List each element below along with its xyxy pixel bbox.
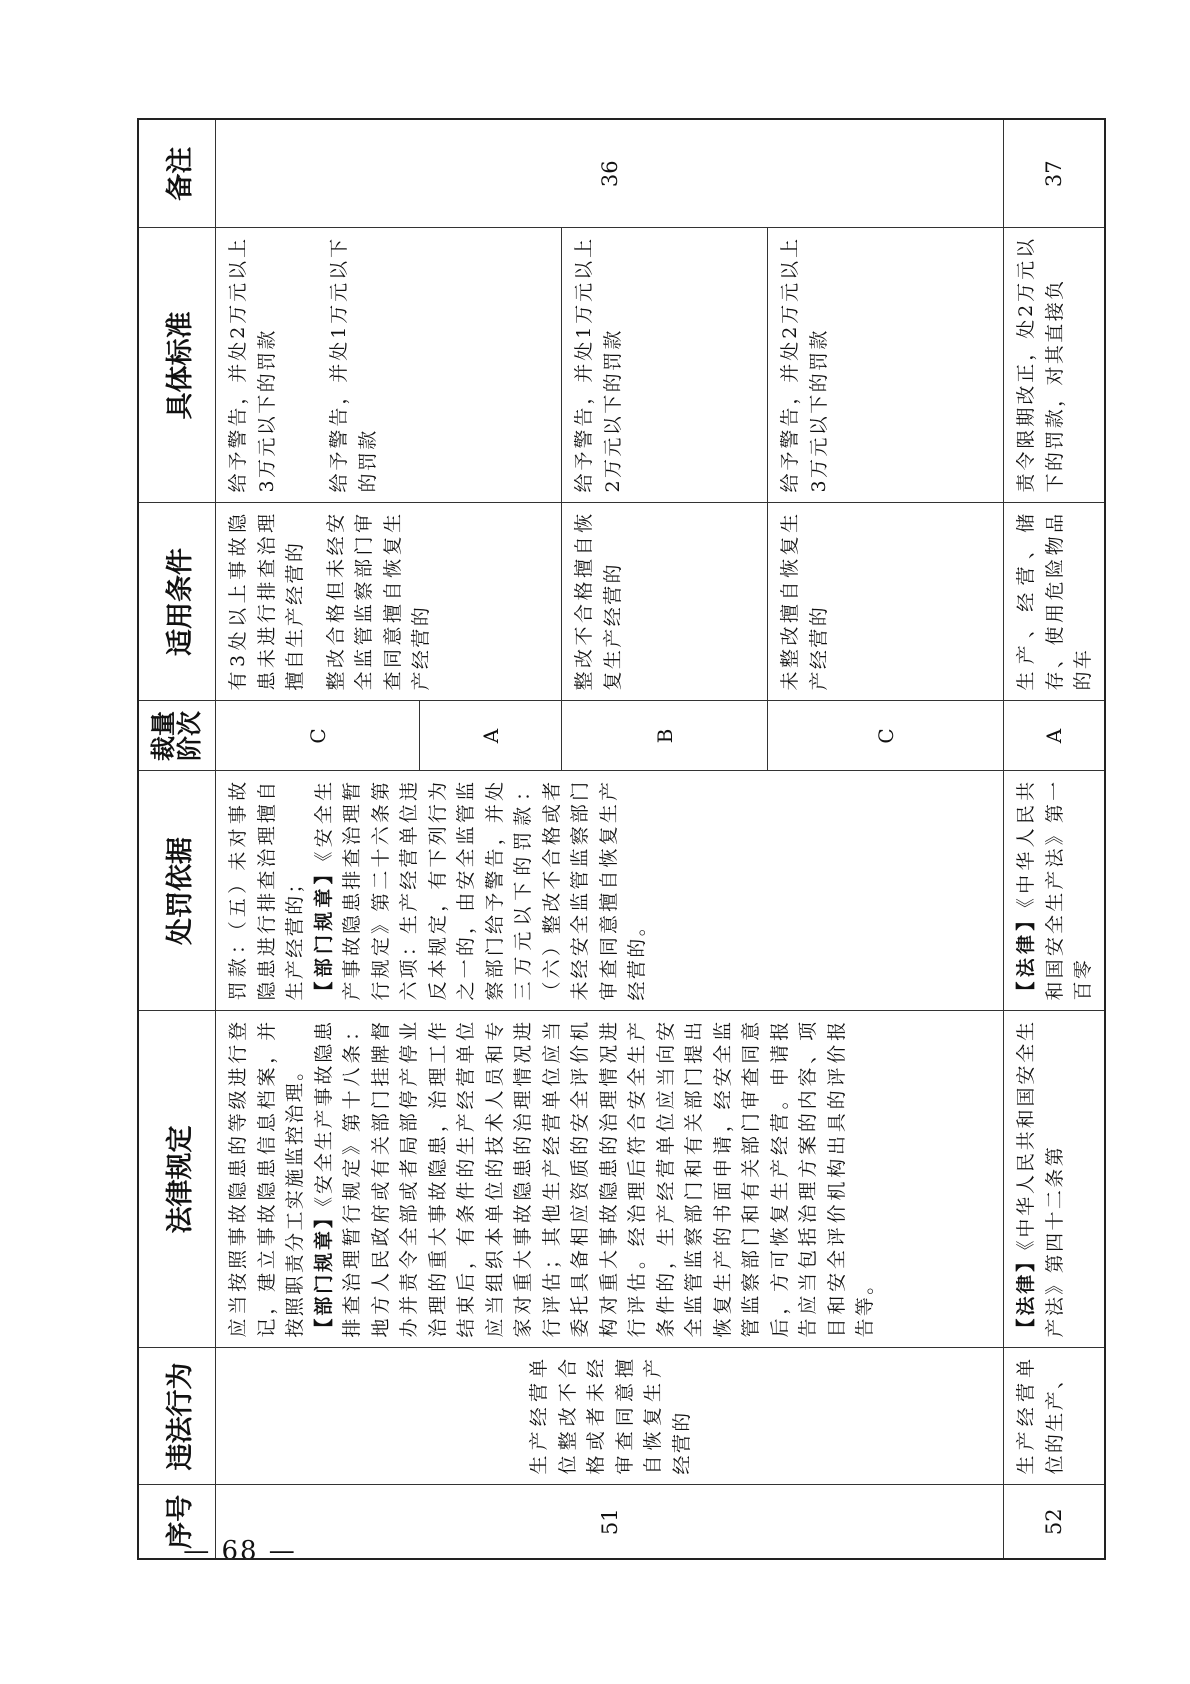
- row51-grade-4: C: [768, 701, 1004, 771]
- row51-standard-3-cell: [562, 228, 768, 503]
- table-row: [216, 119, 420, 1559]
- table-row: [1004, 119, 1105, 1559]
- header-specific-standard: 具体标准: [138, 228, 216, 503]
- row52-law-tag: 【法律】: [1015, 1250, 1037, 1338]
- row51-note: 36: [216, 119, 1004, 228]
- header-row: [138, 119, 216, 1559]
- row51-condition-3: 整改不合格擅自恢复生产经营的: [573, 511, 624, 691]
- row52-grade: A: [1004, 701, 1105, 771]
- row52-basis: [1004, 772, 1104, 1011]
- row51-grade-1: C: [216, 701, 420, 771]
- row51-condition-4-cell: [768, 503, 1004, 701]
- header-legal-provision: 法律规定: [138, 1011, 216, 1348]
- row52-law: [1004, 1012, 1075, 1348]
- row52-seq: 52: [1004, 1485, 1105, 1559]
- row51-grade-2: A: [420, 701, 562, 771]
- header-penalty-basis: 处罚依据: [138, 771, 216, 1011]
- row51-law: [216, 1012, 886, 1348]
- row51-standard-1: 给予警告，并处2万元以上3万元以下的罚款: [227, 236, 278, 493]
- row51-standard-2: 给予警告，并处1万元以下的罚款: [328, 236, 379, 493]
- row51-condition-group-1-text: [216, 504, 442, 701]
- page-number: — 68 —: [183, 1536, 297, 1566]
- penalty-discretion-table: [137, 118, 1106, 1560]
- row52-violation: 生产经营单位的生产、: [1015, 1356, 1066, 1475]
- row51-law-cell: [216, 1011, 1004, 1348]
- row51-standard-group-1: [216, 228, 562, 503]
- header-remarks: 备注: [138, 119, 216, 228]
- rotated-table-canvas: [137, 120, 1094, 1560]
- row52-standard: 责令限期改正，处2万元以下的罚款，对其直接负: [1015, 236, 1066, 493]
- row52-condition: 生产、经营、储存、使用危险物品的车: [1015, 511, 1094, 691]
- row52-note: 37: [1004, 119, 1105, 228]
- row51-condition-group-1: [216, 503, 562, 701]
- row51-grade-3: B: [562, 701, 768, 771]
- row52-basis-text: 《中华人民共和国安全生产法》第一百零: [1015, 779, 1094, 1001]
- row51-standard-4: 给予警告，并处2万元以上3万元以下的罚款: [779, 236, 830, 493]
- row51-standard-group-1-text: [216, 229, 388, 503]
- row51-law-main: 《安全生产事故隐患排查治理暂行规定》第十八条：地方人民政府或有关部门挂牌督办并责令全部或者局部停产停业治理的重大事故隐患，治理工作结束后，有条件的生产经营单位应当组织本单位的技术人员和专家对重大事故隐患的治理情况进行评估；其他生产经营单位应当委托具备相应资质的安全评价机构对重大事故隐患的治理情况进行评估。经治理后符合安全生产条件的，生产经营单位应当向安全监管监察部门和有关部门提出恢复生产的书面申请，经安全监管监察部门和有关部门审查同意后，方可恢复生产经营。申请报告应当包括治理方案的内容、项目和安全评价机构出具的评价报告等。: [312, 1019, 876, 1338]
- row51-condition-4: 未整改擅自恢复生产经营的: [779, 511, 830, 691]
- row52-standard-cell: [1004, 228, 1105, 503]
- row51-violation-cell: [216, 1348, 1004, 1485]
- row51-violation: 生产经营单位整改不合格或者未经审查同意擅自恢复生产经营的: [528, 1356, 693, 1475]
- row51-standard-3: 给予警告，并处1万元以上2万元以下的罚款: [573, 236, 624, 493]
- row51-condition-3-cell: [562, 503, 768, 701]
- row51-condition-2: 整改合格但未经安全监管监察部门审查同意擅自恢复生产经营的: [324, 511, 432, 691]
- row52-basis-cell: [1004, 771, 1105, 1011]
- row52-basis-tag: 【法律】: [1015, 907, 1037, 1001]
- row52-condition-cell: [1004, 503, 1105, 701]
- row51-standard-4-cell: [768, 228, 1004, 503]
- row51-seq: 51: [216, 1485, 1004, 1559]
- row51-law-continuation: 应当按照事故隐患的等级进行登记，建立事故隐患信息档案，并按照职责分工实施监控治理。: [227, 1019, 306, 1338]
- row51-basis-cell: [216, 771, 1004, 1011]
- rotated-table-frame: [137, 120, 1094, 1560]
- row51-law-tag: 【部门规章】: [312, 1206, 335, 1338]
- row51-basis-tag: 【部门规章】: [312, 861, 335, 1001]
- row51-basis: [216, 772, 658, 1011]
- row52-law-cell: [1004, 1011, 1105, 1348]
- row52-law-text: 《中华人民共和国安全生产法》第四十二条第: [1015, 1019, 1066, 1338]
- header-discretion-level: 裁量阶次: [138, 701, 216, 771]
- header-seq: 序号: [138, 1485, 216, 1559]
- header-applicable-condition: 适用条件: [138, 503, 216, 701]
- header-violation: 违法行为: [138, 1348, 216, 1485]
- row52-violation-cell: [1004, 1348, 1105, 1485]
- row51-basis-main: 《安全生产事故隐患排查治理暂行规定》第二十六条第六项：生产经营单位违反本规定，有下列行为之一的，由安全监管监察部门给予警告，并处三万元以下的罚款：（六）整改不合格或者未经安全监管监察部门审查同意擅自恢复生产经营的。: [312, 779, 648, 1001]
- row51-condition-1: 有3处以上事故隐患未进行排查治理擅自生产经营的: [227, 511, 306, 691]
- row51-basis-continuation: 罚款：（五）未对事故隐患进行排查治理擅自生产经营的；: [227, 779, 306, 1001]
